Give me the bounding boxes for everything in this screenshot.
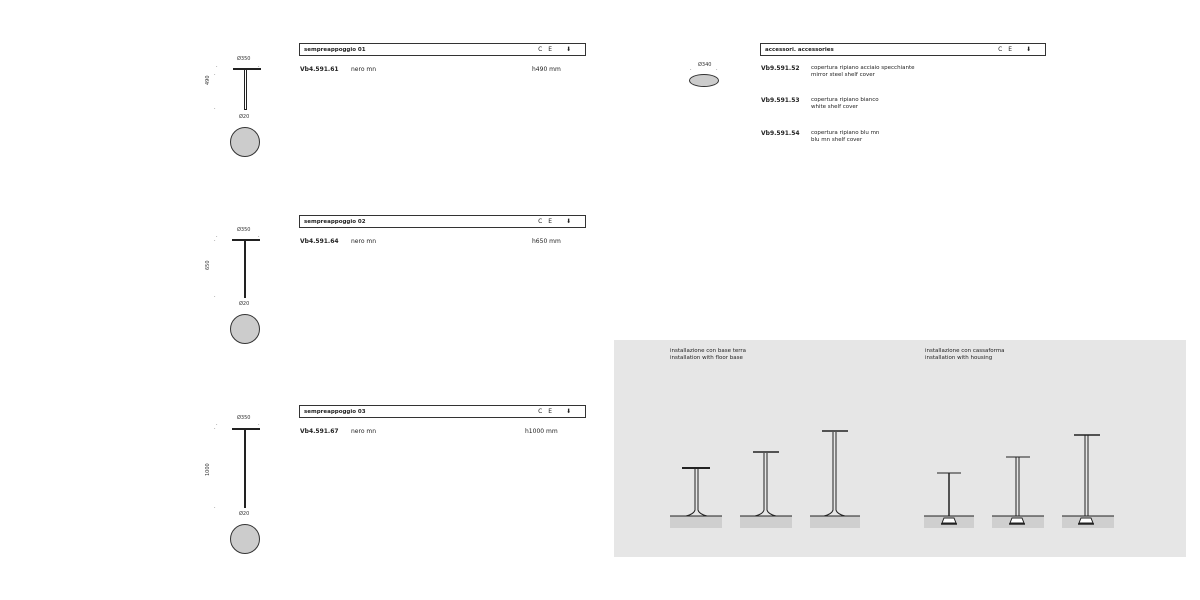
product-code: Vb4.591.61 xyxy=(300,66,339,73)
accessories-title: accessori. accessories xyxy=(765,47,834,53)
dim-tick: · xyxy=(214,106,216,112)
accessory-description xyxy=(811,65,914,78)
certification-marks: CE ⬇ xyxy=(998,46,1037,53)
product-height: h1000 mm xyxy=(525,428,558,435)
table-top xyxy=(232,239,260,241)
table-stem xyxy=(244,69,247,110)
accessory-code: Vb9.591.52 xyxy=(761,65,800,72)
dim-tick: · xyxy=(716,67,718,73)
housing-caption-en: installation with housing xyxy=(925,354,993,361)
dim-tick: · xyxy=(258,234,260,240)
table-top xyxy=(232,428,260,430)
accessory-description xyxy=(811,97,879,110)
stem-diameter-label: Ø20 xyxy=(239,114,250,120)
product-name: sempreappoggio 01 xyxy=(304,47,366,53)
dim-tick: · xyxy=(258,422,260,428)
floor-base-diagram-1 xyxy=(670,468,722,528)
dim-tick: · xyxy=(216,64,218,70)
dim-tick: · xyxy=(214,505,216,511)
table-stem xyxy=(244,429,246,508)
installation-diagrams xyxy=(614,340,1186,557)
base-disc xyxy=(230,127,260,157)
dim-tick: · xyxy=(214,426,216,432)
floor-base-diagram-3 xyxy=(810,431,860,528)
top-diameter-label: Ø350 xyxy=(237,227,251,233)
accessory-desc-en: white shelf cover xyxy=(811,103,859,110)
stem-diameter-label: Ø20 xyxy=(239,301,250,307)
accessory-code: Vb9.591.54 xyxy=(761,130,800,137)
product-header xyxy=(299,43,586,56)
height-label: 490 xyxy=(205,75,211,85)
table-top xyxy=(233,68,261,70)
product-name: sempreappoggio 02 xyxy=(304,219,366,225)
floor-base-caption-it: installazione con base terra xyxy=(670,348,747,354)
product-code: Vb4.591.64 xyxy=(300,238,339,245)
dim-tick: · xyxy=(216,422,218,428)
accessory-desc-it: copertura ripiano blu mn xyxy=(811,130,880,136)
accessory-desc-en: blu mn shelf cover xyxy=(811,136,863,143)
product-height: h650 mm xyxy=(532,238,561,245)
installation-panel xyxy=(614,340,1186,557)
product-code: Vb4.591.67 xyxy=(300,428,339,435)
housing-diagram-3 xyxy=(1062,435,1114,528)
height-label: 1000 xyxy=(205,463,211,476)
floor-base-caption-en: installation with floor base xyxy=(670,354,743,361)
dim-tick: · xyxy=(216,234,218,240)
accessory-desc-en: mirror steel shelf cover xyxy=(811,71,875,78)
height-label: 650 xyxy=(205,260,211,270)
dim-tick: · xyxy=(690,67,692,73)
dim-tick: · xyxy=(258,64,260,70)
certification-marks: CE ⬇ xyxy=(538,218,577,225)
product-finish: nero mn xyxy=(351,238,377,245)
product-name: sempreappoggio 03 xyxy=(304,409,366,415)
accessory-diameter-label: Ø340 xyxy=(698,62,712,68)
dim-tick: · xyxy=(214,238,216,244)
product-height: h490 mm xyxy=(532,66,561,73)
housing-diagram-1 xyxy=(924,473,974,528)
product-header xyxy=(299,215,586,228)
shelf-cover-disc xyxy=(689,74,719,87)
base-disc xyxy=(230,314,260,344)
top-diameter-label: Ø350 xyxy=(237,56,251,62)
product-header xyxy=(299,405,586,418)
accessory-description xyxy=(811,130,879,143)
accessory-desc-it: copertura ripiano bianco xyxy=(811,97,879,103)
accessories-header xyxy=(760,43,1046,56)
accessory-code: Vb9.591.53 xyxy=(761,97,800,104)
certification-marks: CE ⬇ xyxy=(538,408,577,415)
dim-tick: · xyxy=(214,294,216,300)
housing-caption-it: installazione con cassaforma xyxy=(925,348,1005,354)
base-disc xyxy=(230,524,260,554)
housing-diagram-2 xyxy=(992,457,1044,528)
product-finish: nero mn xyxy=(351,428,377,435)
stem-diameter-label: Ø20 xyxy=(239,511,250,517)
table-stem xyxy=(244,240,246,298)
accessory-desc-it: copertura ripiano acciaio specchiante xyxy=(811,65,915,71)
top-diameter-label: Ø350 xyxy=(237,415,251,421)
certification-marks: CE ⬇ xyxy=(538,46,577,53)
dim-tick: · xyxy=(214,72,216,78)
product-finish: nero mn xyxy=(351,66,377,73)
floor-base-diagram-2 xyxy=(740,452,792,528)
